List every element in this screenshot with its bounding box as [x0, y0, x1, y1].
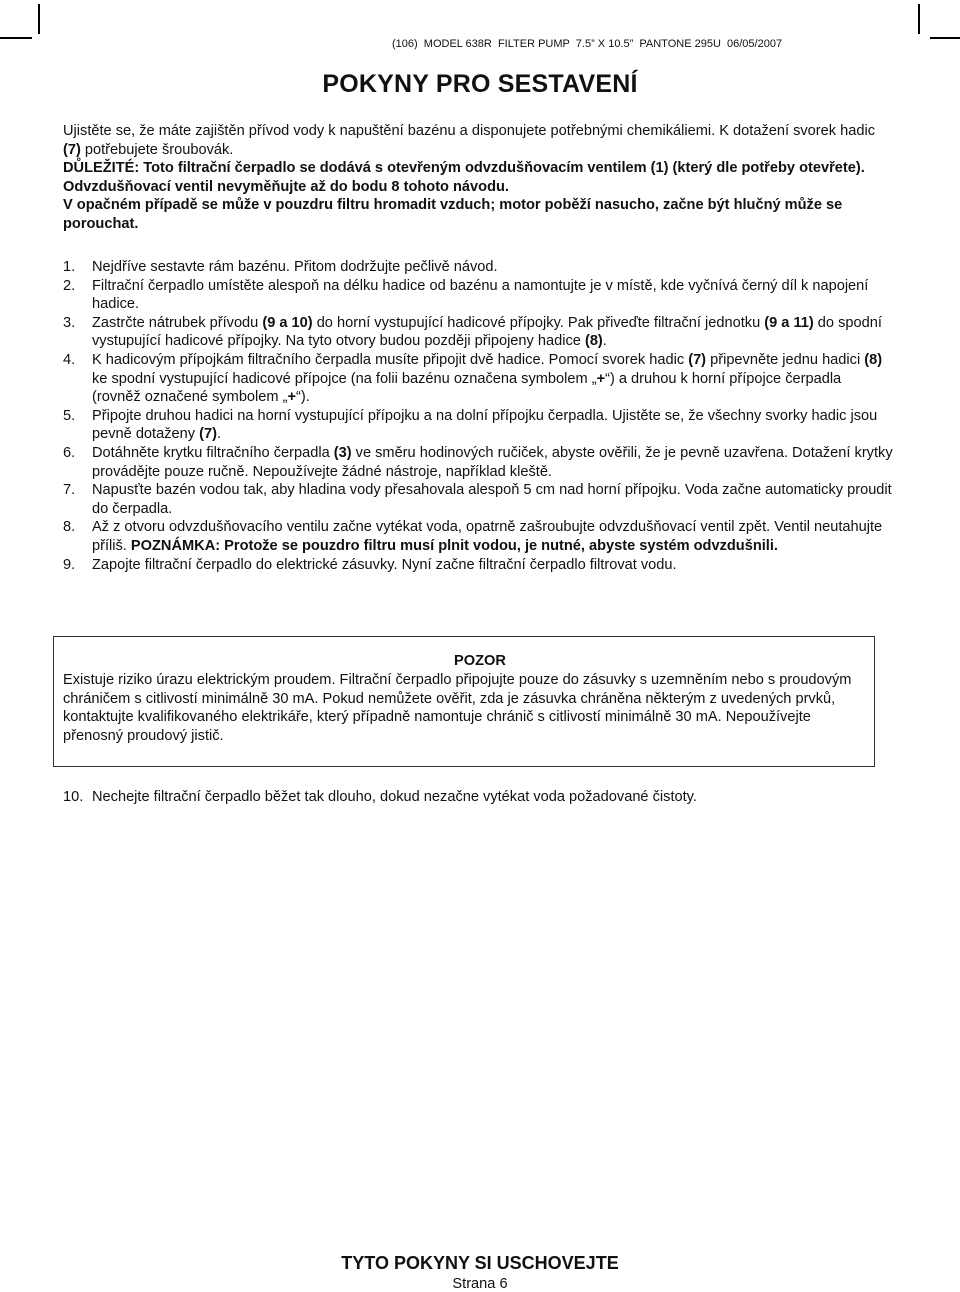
- list-item: [63, 788, 893, 807]
- crop-mark-top-right-h: [930, 37, 960, 39]
- page-title: POKYNY PRO SESTAVENÍ: [322, 70, 638, 98]
- warning-title: POZOR: [454, 653, 506, 669]
- step-text: Dotáhněte krytku filtračního čerpadla (3) ve směru hodinových ručiček, abyste ověřili, že je pevně uzavřena. Dotažení krytky provádějte pouze ručně. Nepoužívejte žádné nástroje, například kleště.: [92, 444, 893, 480]
- steps-list: [63, 258, 893, 574]
- step-number: 9.: [63, 556, 76, 573]
- step-text: Nechejte filtrační čerpadlo běžet tak dlouho, dokud nezačne vytékat voda požadované čistoty.: [92, 789, 697, 805]
- intro-paragraph: [63, 122, 893, 159]
- list-item: [63, 444, 893, 481]
- step-text: K hadicovým přípojkám filtračního čerpadla musíte připojit dvě hadice. Pomocí svorek hadic (7) připevněte jednu hadici (8) ke spodní vystupující hadicové přípojce (na folii bazénu označena symbolem „+“) a druhou k horní přípojce čerpadla (rovněž označené symbolem „+“).: [92, 351, 883, 406]
- footer-title: TYTO POKYNY SI USCHOVEJTE: [341, 1253, 619, 1273]
- intro-ref: (7): [63, 141, 81, 158]
- crop-mark-top-left-h: [0, 37, 32, 39]
- list-item: [63, 518, 893, 555]
- list-item: [63, 481, 893, 518]
- list-item: [63, 314, 893, 351]
- step-number: 10.: [63, 789, 84, 805]
- warning-note: V opačném případě se může v pouzdru filtru hromadit vzduch; motor poběží nasucho, začne být hlučný může se porouchat.: [63, 197, 843, 232]
- step-text: Napusťte bazén vodou tak, aby hladina vody přesahovala alespoň 5 cm nad horní přípojku. Voda začne automaticky proudit do čerpadla.: [92, 482, 892, 517]
- print-info-header: (106) MODEL 638R FILTER PUMP 7.5” X 10.5” PANTONE 295U 06/05/2007: [392, 38, 783, 50]
- step-number: 7.: [63, 482, 76, 499]
- intro-text: Ujistěte se, že máte zajištěn přívod vody k napuštění bazénu a disponujete potřebnými chemikáliemi. K dotažení svorek hadic: [63, 123, 876, 139]
- intro-section: [63, 122, 893, 234]
- step-number: 4.: [63, 351, 76, 368]
- crop-mark-top-left-v: [38, 4, 40, 34]
- step-text: Zastrčte nátrubek přívodu (9 a 10) do horní vystupující hadicové přípojky. Pak přiveďte filtrační jednotku (9 a 11) do spodní vystupující hadicové přípojky. Na tyto otvory budou později připojeny hadice (8).: [92, 314, 882, 350]
- step-number: 6.: [63, 444, 76, 461]
- step-number: 1.: [63, 259, 76, 275]
- step-text: Až z otvoru odvzdušňovacího ventilu začne vytékat voda, opatrně zašroubujte odvzdušňovací ventil zpět. Ventil neutahujte příliš. POZNÁMKA: Protože se pouzdro filtru musí plnit vodou, je nutné, abyste systém odvzdušnili.: [92, 519, 883, 554]
- list-item: [63, 556, 893, 575]
- list-item: [63, 258, 893, 277]
- step-text: Filtrační čerpadlo umístěte alespoň na délku hadice od bazénu a namontujte je v místě, kde vyčnívá černý díl k napojení hadice.: [92, 277, 869, 313]
- step-text: Nejdříve sestavte rám bazénu. Přitom dodržujte pečlivě návod.: [92, 259, 498, 275]
- list-item: [63, 407, 893, 444]
- step-text: Připojte druhou hadici na horní vystupující přípojku a na dolní přípojku čerpadla. Ujistěte se, že všechny svorky hadic jsou pevně dotaženy (7).: [92, 407, 878, 443]
- important-note: DŮLEŽITÉ: Toto filtrační čerpadlo se dodává s otevřeným odvzdušňovacím ventilem (1) (který dle potřeby otevřete). Odvzdušňovací ventil nevyměňujte až do bodu 8 tohoto návodu.: [63, 160, 865, 195]
- list-item: [63, 277, 893, 314]
- warning-text: Existuje riziko úrazu elektrickým proudem. Filtrační čerpadlo připojujte pouze do zásuvky s uzemněním nebo s proudovým chráničem s citlivostí minimálně 30 mA. Pokud nemůžete ověřit, zda je zásuvka chráněna některým z uvedených prvků, kontaktujte kvalifikovaného elektrikáře, který případně namontuje chránič s citlivostí minimálně 30 mA. Nepoužívejte přenosný proudový jistič.: [63, 672, 852, 744]
- page-number: Strana 6: [452, 1276, 508, 1292]
- intro-text-end: potřebujete šroubovák.: [80, 141, 234, 158]
- step-number: 5.: [63, 407, 76, 424]
- step-number: 2.: [63, 277, 76, 294]
- crop-mark-top-right-v: [918, 4, 920, 34]
- step-text: Zapojte filtrační čerpadlo do elektrické zásuvky. Nyní začne filtrační čerpadlo filtrovat vodu.: [92, 556, 677, 573]
- step-number: 3.: [63, 314, 76, 331]
- step-number: 8.: [63, 519, 76, 536]
- list-item: [63, 351, 893, 407]
